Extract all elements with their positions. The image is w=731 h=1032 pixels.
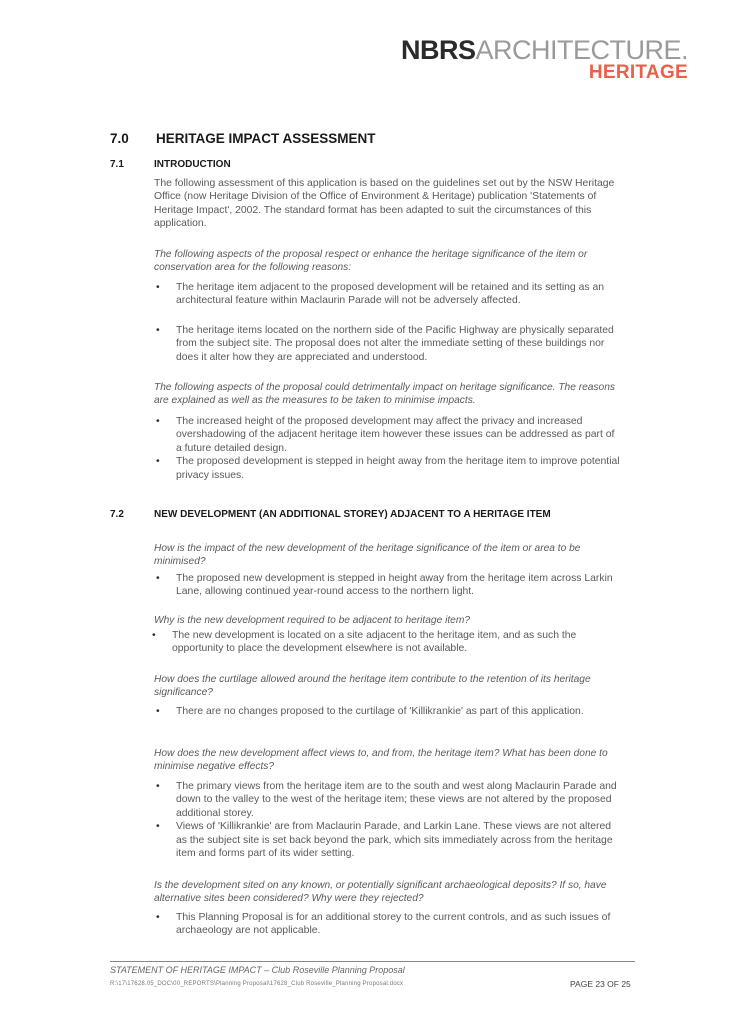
question-views: How does the new development affect views to, and from, the heritage item? What has been done to minimise negative effects? [154, 748, 608, 773]
subsection-number: 7.2 [110, 509, 124, 520]
bullet-list [150, 629, 618, 656]
question-detrimental-impact: The following aspects of the proposal could detrimentally impact on heritage significance. The reasons are explained as well as the measures to be taken to minimise impacts. [154, 382, 615, 407]
page-number: PAGE 23 OF 25 [570, 979, 631, 989]
bullet-list [154, 911, 622, 938]
subsection-heading-7-2 [110, 509, 551, 520]
question-archaeology: Is the development sited on any known, or potentially significant archaeological deposits? If so, have alternative sites been considered? Why were they rejected? [154, 880, 607, 905]
company-logo [401, 37, 688, 82]
subsection-title: NEW DEVELOPMENT (AN ADDITIONAL STOREY) ADJACENT TO A HERITAGE ITEM [154, 509, 551, 520]
list-item: • The increased height of the proposed development may affect the privacy and increased overshadowing of the adjacent heritage item however these issues can be addressed as part of a future detailed design. [154, 415, 622, 455]
question-curtilage: How does the curtilage allowed around the heritage item contribute to the retention of its heritage significance? [154, 674, 591, 699]
list-item: • There are no changes proposed to the curtilage of 'Killikrankie' as part of this application. [154, 705, 622, 718]
list-item: • The primary views from the heritage item are to the south and west along Maclaurin Parade and down to the valley to the west of the heritage item; these views are not altered by the proposed additional storey. [154, 780, 622, 820]
subsection-title: INTRODUCTION [154, 159, 231, 170]
bullet-list [154, 780, 622, 860]
footer-document-title: STATEMENT OF HERITAGE IMPACT – Club Roseville Planning Proposal [110, 965, 405, 975]
bullet-list [154, 415, 622, 482]
footer-divider [110, 961, 635, 962]
list-item: • The new development is located on a site adjacent to the heritage item, and as such the opportunity to place the development elsewhere is not available. [150, 629, 618, 656]
subsection-number: 7.1 [110, 159, 124, 170]
list-item: • Views of 'Killikrankie' are from Maclaurin Parade, and Larkin Lane. These views are not altered as the subject site is set back beyond the park, which sits immediately across from the heritage item and forms part of its wider setting. [154, 820, 622, 860]
list-item: • This Planning Proposal is for an additional storey to the current controls, and as such issues of archaeology are not applicable. [154, 911, 622, 938]
subsection-heading-7-1 [110, 159, 231, 170]
question-why-adjacent: Why is the new development required to be adjacent to heritage item? [154, 615, 470, 626]
logo-nbrs: NBRS [400, 35, 476, 65]
intro-paragraph: The following assessment of this application is based on the guidelines set out by the NSW Heritage Office (now Heritage Division of the Office of Environment & Heritage) publication 'Statements of Heritage Impact', 2002. The standard format has been adapted to suit the circumstances of this application. [154, 178, 615, 230]
list-item: • The proposed new development is stepped in height away from the heritage item across Larkin Lane, allowing continued year-round access to the northern light. [154, 572, 622, 599]
list-item: • The proposed development is stepped in height away from the heritage item to improve potential privacy issues. [154, 455, 622, 482]
list-item: • The heritage item adjacent to the proposed development will be retained and its setting as an architectural feature within Maclaurin Parade will not be adversely affected. [154, 281, 622, 308]
footer-file-path: R:\17\17628.05_DOC\00_REPORTS\Planning Proposal\17628_Club Roseville_Planning Proposal.docx [110, 981, 404, 987]
bullet-list [154, 281, 622, 308]
question-respect-enhance: The following aspects of the proposal respect or enhance the heritage significance of the item or conservation area for the following reasons: [154, 249, 588, 274]
logo-architecture: ARCHITECTURE. [475, 35, 688, 65]
question-minimise-impact: How is the impact of the new development of the heritage significance of the item or area to be minimised? [154, 543, 581, 568]
bullet-list [154, 705, 622, 718]
logo-heritage: HERITAGE [588, 62, 688, 83]
bullet-list [154, 572, 622, 599]
bullet-list [154, 324, 622, 364]
section-heading [110, 131, 376, 146]
section-number: 7.0 [110, 131, 129, 146]
list-item: • The heritage items located on the northern side of the Pacific Highway are physically separated from the subject site. The proposal does not alter the immediate setting of these buildings nor does it alter how they are appreciated and understood. [154, 324, 622, 364]
section-title: HERITAGE IMPACT ASSESSMENT [156, 131, 376, 146]
